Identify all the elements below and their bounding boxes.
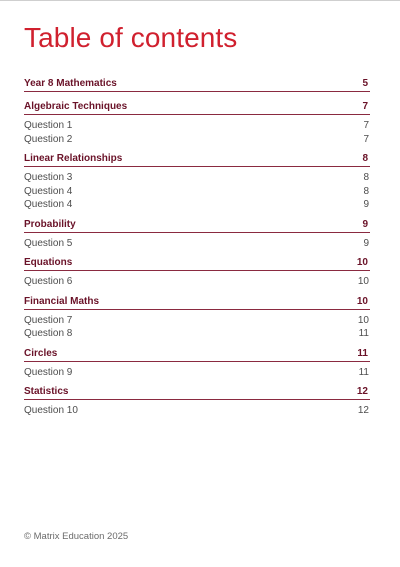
toc-item-label: Question 4 xyxy=(24,185,73,197)
toc-section-heading[interactable] xyxy=(24,296,370,310)
toc-section xyxy=(24,257,370,289)
toc-item-page-number: 7 xyxy=(363,133,369,145)
toc-section-title: Algebraic Techniques xyxy=(24,101,128,112)
toc-item-list xyxy=(24,171,370,212)
toc-item-page-number: 8 xyxy=(363,185,369,197)
toc-item-list xyxy=(24,237,370,251)
toc-item[interactable] xyxy=(24,404,370,418)
toc-section-title: Equations xyxy=(24,257,73,268)
toc-section-title: Circles xyxy=(24,347,58,359)
toc-item-page-number: 9 xyxy=(363,237,369,249)
toc-item-page-number: 10 xyxy=(357,314,369,326)
toc-item-label: Question 7 xyxy=(24,314,73,326)
toc-section-title: Financial Maths xyxy=(24,295,100,307)
toc-section-title: Probability xyxy=(24,218,76,230)
page-title: Table of contents xyxy=(24,22,238,53)
toc-item-page-number: 11 xyxy=(358,328,369,339)
toc-item[interactable] xyxy=(24,366,370,380)
toc-item-page-number: 12 xyxy=(357,405,369,416)
toc-item-label: Question 1 xyxy=(24,120,73,131)
toc-section xyxy=(24,348,370,380)
toc-item-list xyxy=(24,275,370,289)
toc-item-label: Question 8 xyxy=(24,328,73,339)
toc-section xyxy=(24,153,370,212)
toc-item-list xyxy=(24,314,370,341)
toc-section-title: Year 8 Mathematics xyxy=(24,78,117,89)
toc-item-page-number: 11 xyxy=(358,366,369,378)
toc-section xyxy=(24,386,370,418)
toc-item-label: Question 3 xyxy=(24,172,73,183)
toc-section-heading[interactable] xyxy=(24,153,370,167)
toc-section-page-number: 10 xyxy=(356,295,368,307)
toc-section-page-number: 7 xyxy=(362,101,368,112)
toc-section xyxy=(24,78,370,92)
toc-section xyxy=(24,296,370,341)
toc-item[interactable] xyxy=(24,237,370,251)
toc-item-label: Question 2 xyxy=(24,133,73,145)
toc-item[interactable] xyxy=(24,185,370,199)
toc-section-title: Linear Relationships xyxy=(24,153,123,164)
toc-item[interactable] xyxy=(24,275,370,289)
toc-section-page-number: 9 xyxy=(362,218,368,230)
toc-item-list xyxy=(24,119,370,146)
toc-section-page-number: 11 xyxy=(357,347,368,359)
toc-item-page-number: 9 xyxy=(363,199,369,210)
toc-item[interactable] xyxy=(24,198,370,212)
toc-item-label: Question 10 xyxy=(24,405,78,416)
toc-item-label: Question 9 xyxy=(24,366,73,378)
toc-section-page-number: 10 xyxy=(356,257,368,268)
toc-item-page-number: 7 xyxy=(363,120,369,131)
toc-item-page-number: 10 xyxy=(357,276,369,287)
toc-section-heading[interactable] xyxy=(24,257,370,271)
toc-item-label: Question 6 xyxy=(24,276,73,287)
toc-section xyxy=(24,101,370,146)
toc-section-heading[interactable] xyxy=(24,386,370,400)
toc-section-page-number: 5 xyxy=(362,78,368,89)
toc-section-page-number: 12 xyxy=(356,386,368,397)
toc-item[interactable] xyxy=(24,171,370,185)
toc-item-label: Question 4 xyxy=(24,199,73,210)
toc-item-label: Question 5 xyxy=(24,237,73,249)
toc-section-heading[interactable] xyxy=(24,348,370,362)
toc-item-list xyxy=(24,404,370,418)
toc-item-page-number: 8 xyxy=(363,172,369,183)
toc-item[interactable] xyxy=(24,133,370,147)
toc-item[interactable] xyxy=(24,119,370,133)
toc-item[interactable] xyxy=(24,327,370,341)
toc-item[interactable] xyxy=(24,314,370,328)
table-of-contents xyxy=(24,71,370,418)
toc-section xyxy=(24,219,370,251)
toc-section-heading[interactable] xyxy=(24,78,370,92)
toc-item-list xyxy=(24,366,370,380)
toc-section-page-number: 8 xyxy=(362,153,368,164)
toc-section-heading[interactable] xyxy=(24,219,370,233)
toc-section-heading[interactable] xyxy=(24,101,370,115)
top-border xyxy=(0,0,400,1)
footer-copyright: © Matrix Education 2025 xyxy=(24,531,129,542)
toc-section-title: Statistics xyxy=(24,386,69,397)
